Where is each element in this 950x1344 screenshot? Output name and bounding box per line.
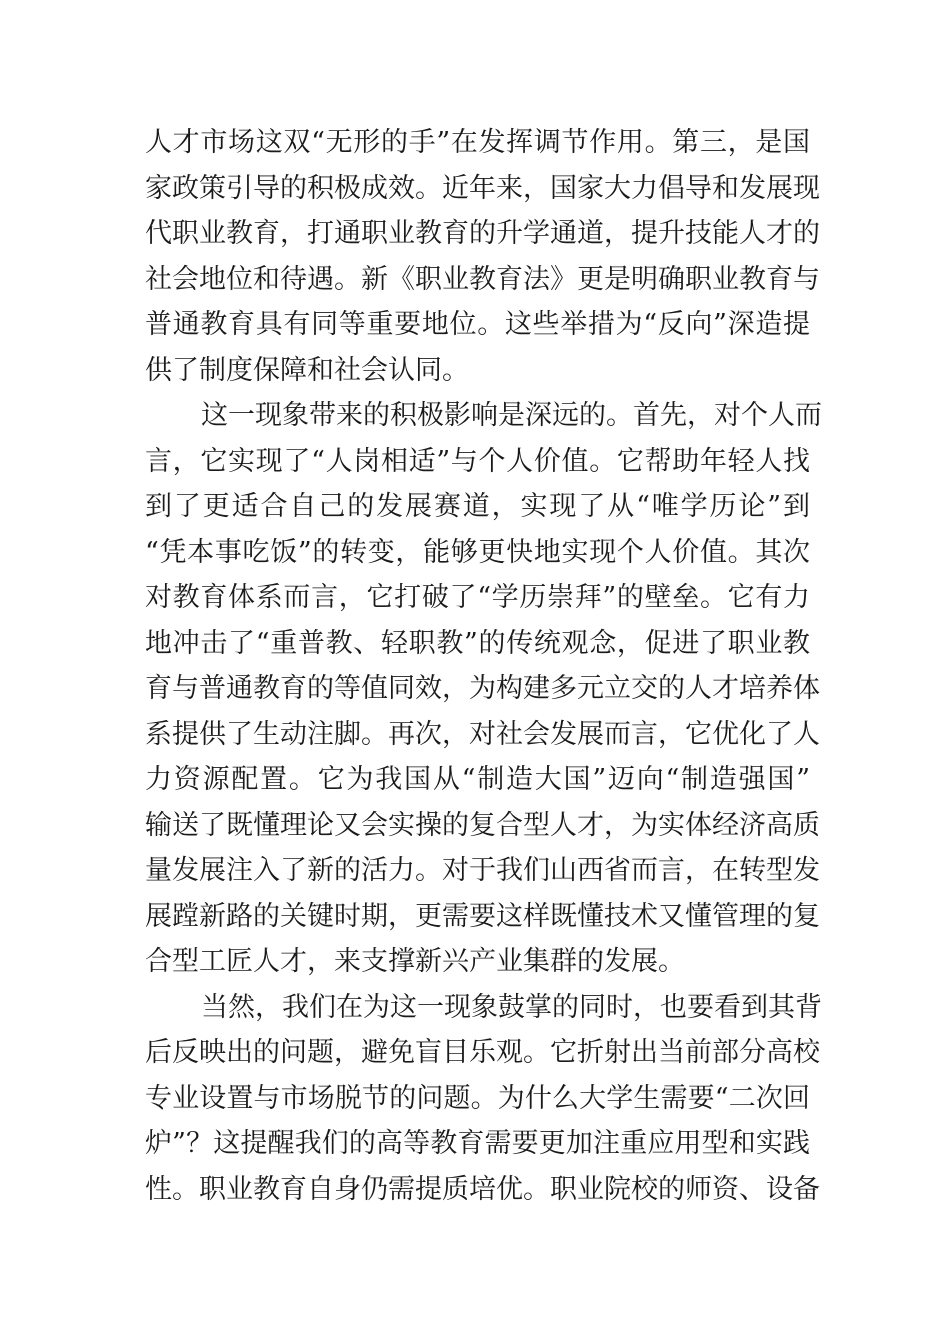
text-line: 后反映出的问题，避免盲目乐观。它折射出当前部分高校 <box>145 1037 820 1068</box>
text-line: 专业设置与市场脱节的问题。为什么大学生需要“二次回 <box>145 1082 810 1114</box>
text-line: 性。职业教育自身仍需提质培优。职业院校的师资、设备 <box>145 1173 820 1205</box>
text-line: 社会地位和待遇。新《职业教育法》更是明确职业教育与 <box>145 263 820 295</box>
text-line: 人才市场这双“无形的手”在发挥调节作用。第三，是国 <box>145 127 810 158</box>
text-line: 家政策引导的积极成效。近年来，国家大力倡导和发展现 <box>145 172 820 204</box>
text-line: 言，它实现了“人岗相适”与个人价值。它帮助年轻人找 <box>145 445 810 477</box>
text-line: 合型工匠人才，来支撑新兴产业集群的发展。 <box>145 946 685 977</box>
text-line: 系提供了生动注脚。再次，对社会发展而言，它优化了人 <box>145 718 820 750</box>
text-line: 这一现象带来的积极影响是深远的。首先，对个人而 <box>201 400 822 431</box>
text-line: 地冲击了“重普教、轻职教”的传统观念，促进了职业教 <box>145 627 810 659</box>
text-line: 展蹚新路的关键时期，更需要这样既懂技术又懂管理的复 <box>145 900 820 932</box>
text-line: 到了更适合自己的发展赛道，实现了从“唯学历论”到 <box>145 491 810 522</box>
document-body <box>145 120 822 1212</box>
text-line: 普通教育具有同等重要地位。这些举措为“反向”深造提 <box>145 309 810 340</box>
text-line: 供了制度保障和社会认同。 <box>145 354 469 386</box>
text-line: 代职业教育，打通职业教育的升学通道，提升技能人才的 <box>145 218 820 249</box>
text-line: 当然，我们在为这一现象鼓掌的同时，也要看到其背 <box>201 991 822 1023</box>
text-line: “凭本事吃饭”的转变，能够更快地实现个人价值。其次 <box>145 536 810 568</box>
text-line: 量发展注入了新的活力。对于我们山西省而言，在转型发 <box>145 855 820 886</box>
text-line: 对教育体系而言，它打破了“学历崇拜”的壁垒。它有力 <box>145 582 810 613</box>
text-line: 炉”？这提醒我们的高等教育需要更加注重应用型和实践 <box>145 1128 810 1159</box>
paragraph-3 <box>145 985 822 1213</box>
text-line: 输送了既懂理论又会实操的复合型人才，为实体经济高质 <box>145 809 820 841</box>
text-line: 力资源配置。它为我国从“制造大国”迈向“制造强国” <box>145 764 810 795</box>
text-line: 育与普通教育的等值同效，为构建多元立交的人才培养体 <box>145 673 820 704</box>
paragraph-2 <box>145 393 822 985</box>
paragraph-1 <box>145 120 820 393</box>
